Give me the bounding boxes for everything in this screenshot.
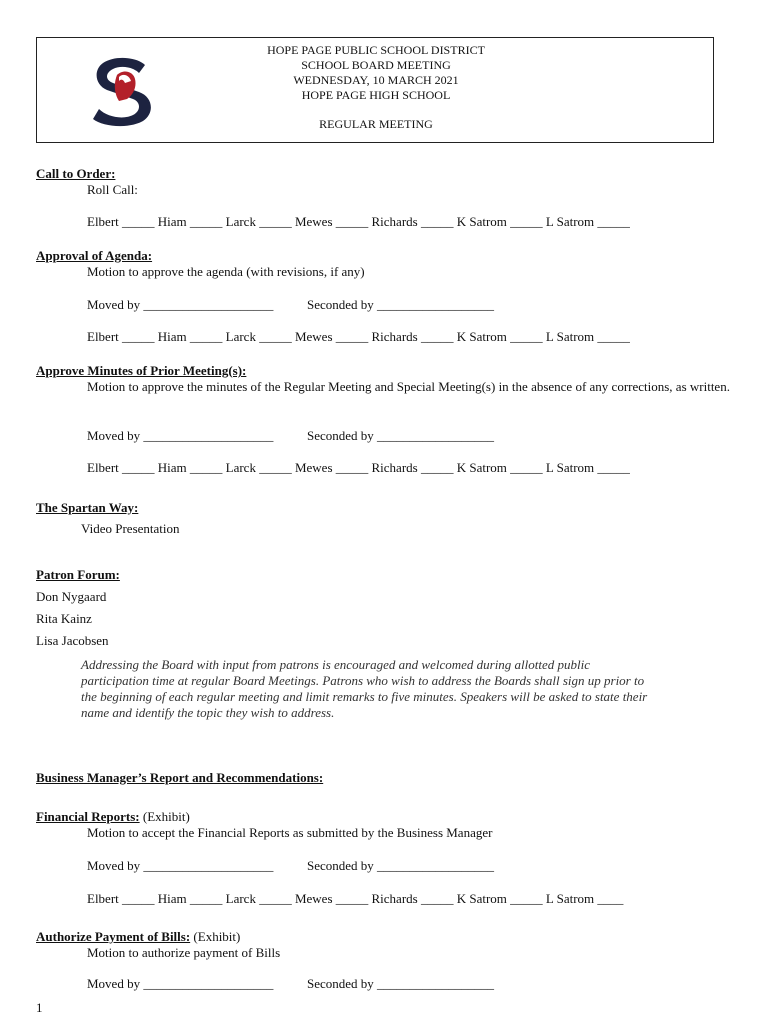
agenda-motion: Motion to approve the agenda (with revisions, if any) [87,264,365,279]
financial-motion: Motion to accept the Financial Reports as submitted by the Business Manager [87,825,493,840]
agenda-moved-by: Moved by ____________________ [87,297,274,312]
payment-moved-by: Moved by ____________________ [87,976,274,991]
patron-forum-note-line: Addressing the Board with input from patrons is encouraged and welcomed during allotted public [81,657,591,672]
business-manager-heading: Business Manager’s Report and Recommendations: [36,770,324,785]
minutes-moved-by: Moved by ____________________ [87,428,274,443]
patron-name: Rita Kainz [36,611,92,626]
agenda-seconded-by: Seconded by __________________ [307,297,495,312]
authorize-payment-heading: Authorize Payment of Bills: [36,929,191,944]
approve-minutes-heading: Approve Minutes of Prior Meeting(s): [36,363,247,378]
call-to-order-heading: Call to Order: [36,166,116,181]
approval-agenda-heading: Approval of Agenda: [36,248,153,263]
district-name: HOPE PAGE PUBLIC SCHOOL DISTRICT [267,43,485,57]
meeting-type: REGULAR MEETING [319,117,433,131]
roll-call-label: Roll Call: [87,182,138,197]
patron-forum-note-line: participation time at regular Board Meetings. Patrons who wish to address the Boards shall sign up prior to [81,673,645,688]
agenda-vote-line: Elbert _____ Hiam _____ Larck _____ Mewes _____ Richards _____ K Satrom _____ L Satrom _____ [87,329,630,344]
roll-call-vote-line: Elbert _____ Hiam _____ Larck _____ Mewes _____ Richards _____ K Satrom _____ L Satrom _____ [87,214,630,229]
patron-forum-note-line: the beginning of each regular meeting and limit remarks to five minutes. Speakers will be asked to state their [81,689,648,704]
financial-reports-exhibit: (Exhibit) [139,809,190,824]
spartan-way-heading: The Spartan Way: [36,500,139,515]
meeting-date: WEDNESDAY, 10 MARCH 2021 [293,73,459,87]
financial-moved-by: Moved by ____________________ [87,858,274,873]
minutes-vote-line: Elbert _____ Hiam _____ Larck _____ Mewes _____ Richards _____ K Satrom _____ L Satrom _____ [87,460,630,475]
meeting-location: HOPE PAGE HIGH SCHOOL [301,88,451,102]
financial-vote-line: Elbert _____ Hiam _____ Larck _____ Mewes _____ Richards _____ K Satrom _____ L Satrom ____ [87,891,624,906]
minutes-motion: Motion to approve the minutes of the Regular Meeting and Special Meeting(s) in the absence of any corrections, as written. [87,379,730,394]
minutes-seconded-by: Seconded by __________________ [307,428,495,443]
patron-name: Don Nygaard [36,589,107,604]
payment-seconded-by: Seconded by __________________ [307,976,495,991]
authorize-payment-title [36,929,240,945]
meeting-title: SCHOOL BOARD MEETING [301,58,451,72]
patron-name: Lisa Jacobsen [36,633,109,648]
authorize-payment-exhibit: (Exhibit) [190,929,241,944]
patron-forum-note-line: name and identify the topic they wish to address. [81,705,335,720]
patron-forum-heading: Patron Forum: [36,567,120,582]
financial-reports-title [36,809,190,825]
page-number: 1 [36,1000,43,1015]
financial-seconded-by: Seconded by __________________ [307,858,495,873]
payment-motion: Motion to authorize payment of Bills [87,945,281,960]
spartan-way-item: Video Presentation [81,521,180,536]
header-box [36,37,714,143]
financial-reports-heading: Financial Reports: [36,809,140,824]
